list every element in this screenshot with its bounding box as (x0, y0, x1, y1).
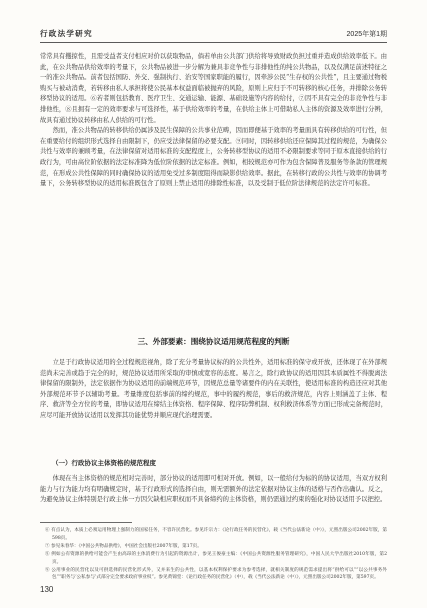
paragraph-1: 常常具有攫掠性，且需受益者支付相应对价以获取物品，倘若单由公共部门供给将导致财政负担过重并造成供给效率低下。由此，在公共物品供给效率的考量下，公共物品被进一步分解为兼具非竞争性与非排他性的纯公共物品，以及仅满足前述特征之一的准公共物品。前者包括国防、外交、强制执行、治安等国家职能的履行，因牵涉公民“生存权的公共性”，且主要通过物税购买与被动消费，若转移由私人承担将使公民基本权益面临被抛弃的风险，原则上应归于不可转移的核心任务，并排除公务转移型协议的适用。⑥若者则包括教育、医疗卫生、交通运输、能源、基础设施等内容的给付，⑦因不具有完全的非竞争性与非排他性，⑧且拥有一定的效率要求与可选择性，基于供给效率的考量，在供给主体上可借助私人主体的资源及效率进行分辨，故具有通过协议转移由私人供给的可行性。 (40, 53, 387, 124)
subsection-heading: （一）行政协议主体资格的规范程度 (52, 459, 156, 467)
section-heading: 三、外部要素：围绕协议适用规范程度的判断 (137, 337, 290, 346)
footnote-7: ⑦ 参见朱春华：《中国公共物品供给》，中国社会出版社2007年版，第17页。 (45, 543, 202, 549)
body-block-bottom (40, 474, 387, 506)
footnote-6: ⑥ 有点认为，本质上必须运用物理上强制力的国家任务，不容许民营化。参见许宗力：《论行政任务的民营化》，载《当代公法新论（中）》，元照出版公司2002年版，第598页。 (45, 528, 387, 541)
header-rule (40, 42, 387, 43)
footnote-8: ⑧ 例如公有资源的供给可能会产生由高昂的主体消费行为引起的资源出计，参见王俊豪主编：《中国公共资源性服务管理研究》，中国人民大学出版社2010年版，第2页。 (45, 551, 387, 565)
issue-label: 2025年第1期 (346, 30, 387, 38)
running-header (40, 30, 387, 42)
footnotes (40, 527, 387, 582)
paragraph-3: 立足于行政协议适用的全过程规范视角，除了充分考量协议标的的公共性外，适用标准的保守或开放，还体现了在外部规范尚未完善或趋于完全的时，规范协议适用所采取的审慎或宽容的态度。易言之，除行政协议的适用因其本质属性不得脱离法律保留的限制外，法定依据作为协议适用的前端规范环节，因规范总量等诸要件的内在关联性，使适用标准的构造还应对其他外部规范环节予以辅助考量。考量维度包括事前的缔约规范，事中的履约规范，事后的救济规范，内容上则涵盖了主体、程序、救济等全方位的考量，即协议适用在缔结主体资格、程序保障、程序防弊机制、权利救济体系等方面已形成完备规范时，应尽可能开放协议适用以发挥其功能优势并顺应现代治理需要。 (40, 359, 387, 419)
paragraph-4: 体现在当主体资格的规范相对完善时，部分协议的适用即可相对开放。例如，以一般给付为标的的协议适用，当双方权利能力与行为能力均有明确规定时，基于行政形式的选择自由，则无需额外的法定依据对协议主体的适格与否作出确认。反之，为避免协议主体特别是行政主体一方因欠缺相应职权而不具备缔约的主体资格，则仍需通过约束的强化对协议适用予以把控。 (40, 475, 387, 504)
body-block-top (40, 52, 387, 190)
page-number: 130 (40, 585, 54, 594)
footnote-rule (40, 522, 132, 523)
footnote-9: ⑨ 公用事业的民营化以及可供选择的民营化形式外，又并来生的公共性，以基本权利保护要求为参考选择，就相关制度的规范需求提出将“供给可以”“以公共事务外包”“职务与‘公私参与’式部分完全要求政府事业权”。参见黄锦堂：《论行政任务的民营化》（中），载《当代公法新论（中）》，元照出版公司2002年版，第597页。 (45, 567, 387, 581)
paragraph-2: 然而，准公共物品的转移供给仍属涉及民生保障的公共事业范畴，因而即便基于效率的考量面具有转移供给的可行性，但在重要给付的组织形式选择自由限制下，仍应受法律保留的必要支配。⑨同时，因转移供给还应保障其过程的规范，为确保公共性与效率的兼顾考量，在法律保留对适用标准的支配程度上，公务转移型协议的适用不必限制要求等同于原本直接供给的行政行为，可由高位阶依据的法定标准降为低位阶依据的法定标准。例如，相较规范亦可作为包含保障普及服务等条款的管理规范，在形成公共性保障的同时确保协议的适用免受过多制度阻得而缺影供给效率。据此，在转移行政的公共性与效率的协调考量下，公务转移型协议的适用标准既包含了原则上禁止适用的排除性标准，以及受制于低位阶法律规范的法定许可标准。 (40, 127, 387, 188)
journal-title: 行政法学研究 (40, 29, 93, 38)
body-block-middle (40, 358, 387, 422)
